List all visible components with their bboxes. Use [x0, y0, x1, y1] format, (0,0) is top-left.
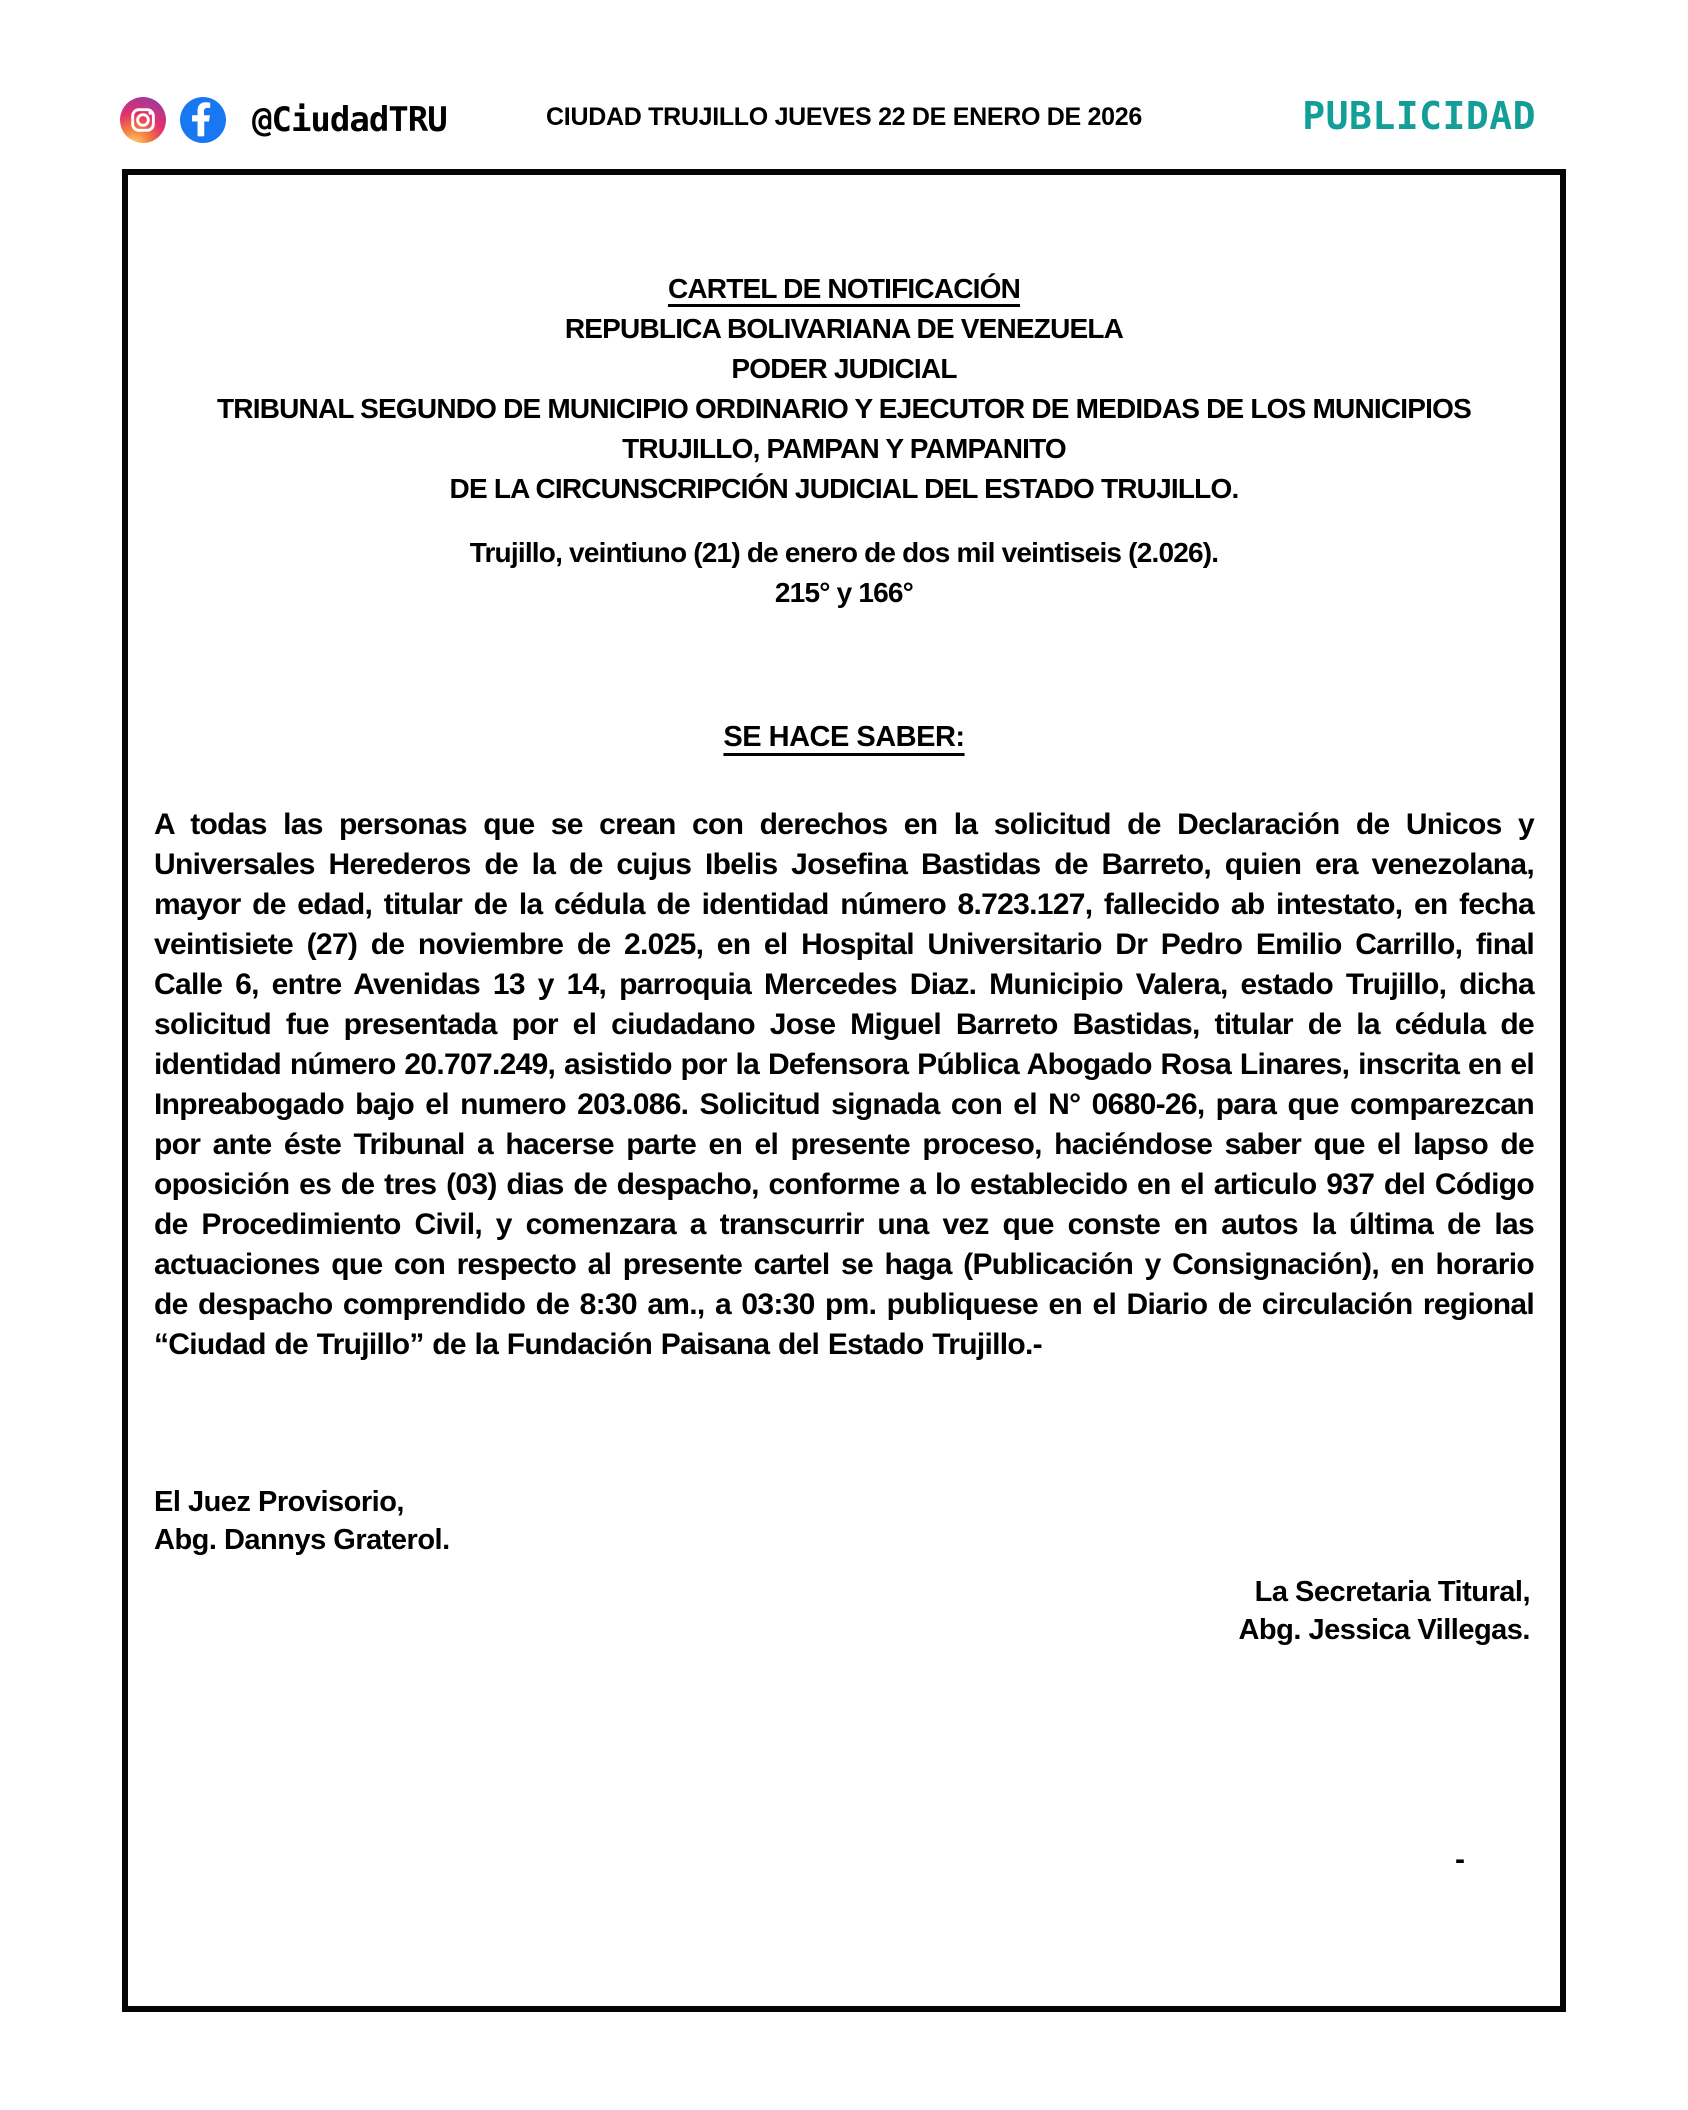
notice-anniversary-line: 215° y 166°	[774, 577, 914, 608]
notice-header-line: PODER JUDICIAL	[731, 353, 957, 384]
signature-secretary-name: Abg. Jessica Villegas.	[1238, 1614, 1530, 1646]
notice-title: CARTEL DE NOTIFICACIÓN	[667, 273, 1021, 304]
signature-secretary-role: La Secretaria Titural,	[1254, 1576, 1530, 1608]
signature-judge	[154, 1483, 1534, 1559]
notice-header-line: TRIBUNAL SEGUNDO DE MUNICIPIO ORDINARIO Y EJECUTOR DE MEDIDAS DE LOS MUNICIPIOS	[217, 393, 1471, 424]
notice-date-line: Trujillo, veintiuno (21) de enero de dos mil veintiseis (2.026).	[469, 537, 1219, 568]
trailing-dash: -	[1455, 1843, 1465, 1876]
social-handle-text: @CiudadTRU	[252, 100, 447, 140]
section-label: PUBLICIDAD	[1302, 94, 1536, 138]
notice-date-block	[154, 533, 1534, 613]
signature-secretary	[154, 1573, 1534, 1649]
notice-header-line: TRUJILLO, PAMPAN Y PAMPANITO	[622, 433, 1066, 464]
notice-box	[122, 169, 1566, 2012]
edition-dateline: CIUDAD TRUJILLO JUEVES 22 DE ENERO DE 2026	[546, 103, 1142, 131]
notice-header-line: REPUBLICA BOLIVARIANA DE VENEZUELA	[564, 313, 1124, 344]
signature-judge-role: El Juez Provisorio,	[154, 1486, 404, 1518]
notice-body-paragraph: A todas las personas que se crean con derechos en la solicitud de Declaración de Unicos y Universales Herederos de la de cujus Ibelis Josefina Bastidas de Barreto, quien era venezolana, mayor de edad, titular de la cédula de identidad número 8.723.127, fallecido ab intestato, en fecha veintisiete (27) de noviembre de 2.025, en el Hospital Universitario Dr Pedro Emilio Carrillo, final Calle 6, entre Avenidas 13 y 14, parroquia Mercedes Diaz. Municipio Valera, estado Trujillo, dicha solicitud fue presentada por el ciudadano Jose Miguel Barreto Bastidas, titular de la cédula de identidad número 20.707.249, asistido por la Defensora Pública Abogado Rosa Linares, inscrita en el Inpreabogado bajo el numero 203.086. Solicitud signada con el N° 0680-26, para que comparezcan por ante éste Tribunal a hacerse parte en el presente proceso, haciéndose saber que el lapso de oposición es de tres (03) dias de despacho, conforme a lo establecido en el articulo 937 del Código de Procedimiento Civil, y comenzara a transcurrir una vez que conste en autos la última de las actuaciones que con respecto al presente cartel se haga (Publicación y Consignación), en horario de despacho comprendido de 8:30 am., a 03:30 pm. publiquese en el Diario de circulación regional “Ciudad de Trujillo” de la Fundación Paisana del Estado Trujillo.-	[154, 808, 1534, 1361]
notice-salutation: SE HACE SABER:	[723, 721, 965, 753]
signature-judge-name: Abg. Dannys Graterol.	[154, 1524, 450, 1556]
notice-header-line: DE LA CIRCUNSCRIPCIÓN JUDICIAL DEL ESTADO TRUJILLO.	[449, 473, 1239, 504]
